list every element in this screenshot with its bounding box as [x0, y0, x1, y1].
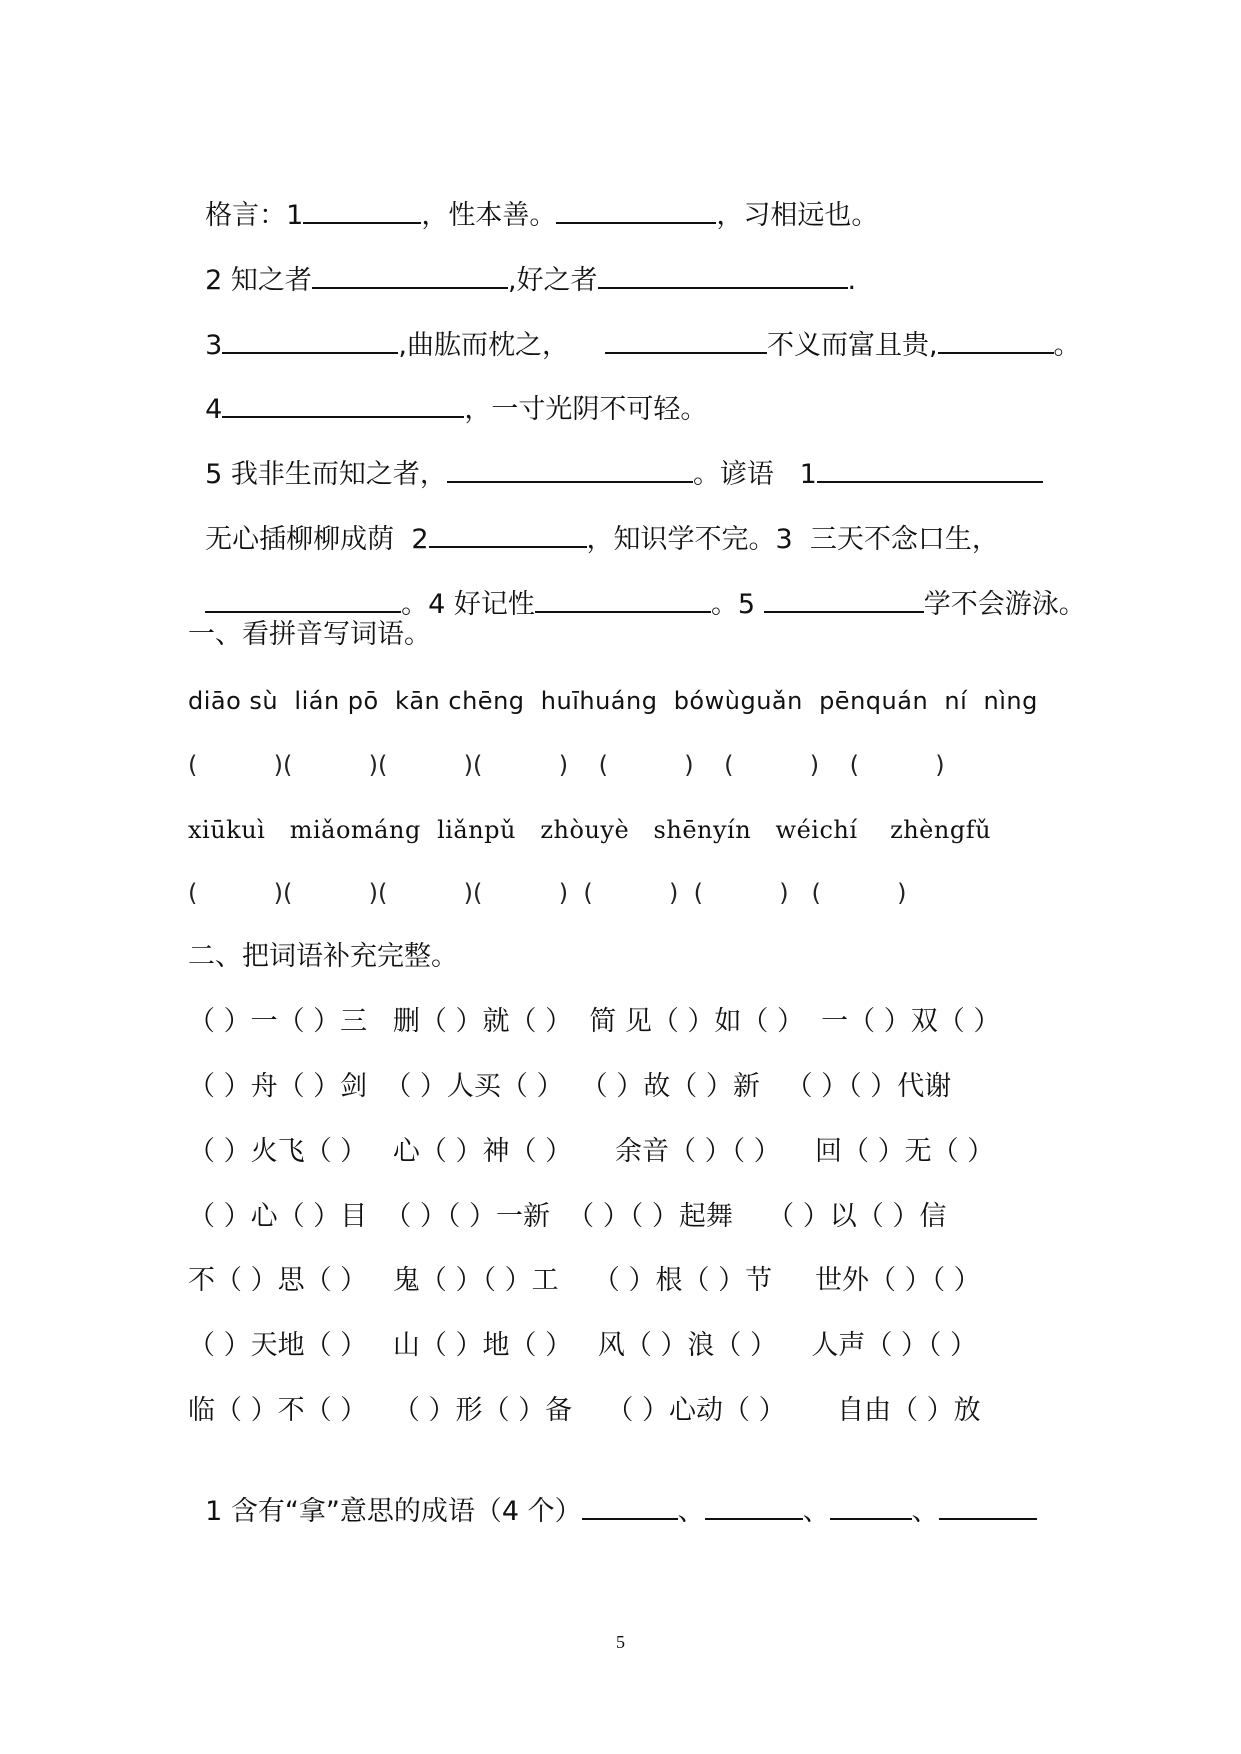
saying-7-mid: 。4 好记性 [401, 589, 535, 620]
proverb-3-mid2: 不义而富且贵, [766, 330, 938, 361]
blank[interactable] [205, 587, 401, 613]
saying-6-end: ，知识学不完。3 三天不念口生， [586, 524, 999, 555]
separator: 、 [911, 1496, 939, 1527]
blank[interactable] [447, 457, 693, 483]
answer-parens-row-1[interactable]: ( )( )( )( ) ( ) ( ) ( ) [188, 751, 945, 779]
saying-7-end: 学不会游泳。 [923, 589, 1086, 620]
blank[interactable] [705, 1494, 803, 1520]
idiom-row[interactable]: （ ）天地（ ） 山（ ）地（ ） 风（ ）浪（ ） 人声（ ）（ ） [188, 1330, 977, 1361]
blank[interactable] [556, 198, 716, 224]
blank[interactable] [938, 328, 1054, 354]
idiom-row[interactable]: （ ）火飞（ ） 心（ ）神（ ） 余音（ ）（ ） 回（ ）无（ ） [188, 1136, 995, 1167]
proverb-line-1 [188, 164, 878, 233]
proverb-1-prefix: 格言：1 [205, 200, 304, 231]
blank[interactable] [939, 1494, 1037, 1520]
section-1-title: 一、看拼音写词语。 [188, 619, 431, 650]
proverb-3-mid: ,曲肱而枕之， [398, 330, 569, 361]
proverb-2-prefix: 2 知之者 [205, 265, 312, 296]
proverb-4-prefix: 4 [205, 394, 223, 425]
answer-parens-row-2[interactable]: ( )( )( )( ) ( ) ( ) ( ) [188, 879, 907, 907]
saying-7-mid2: 。5 [710, 589, 764, 620]
blank[interactable] [303, 198, 421, 224]
separator: 、 [802, 1496, 830, 1527]
proverb-2-mid: ,好之者 [507, 265, 598, 296]
blank[interactable] [222, 392, 464, 418]
section-2-title: 二、把词语补充完整。 [188, 941, 458, 972]
proverb-1-mid: ，性本善。 [421, 200, 557, 231]
pinyin-row-1: diāo sù lián pō kān chēng huīhuáng bówùguǎn pēnquán ní nìng [188, 687, 1038, 715]
proverb-3-end: 。 [1053, 330, 1081, 361]
separator: 、 [677, 1496, 705, 1527]
saying-6-prefix: 无心插柳柳成荫 2 [205, 524, 429, 555]
page-number: 5 [616, 1632, 625, 1652]
idiom-row[interactable]: 不（ ）思（ ） 鬼（ ）（ ）工 （ ）根（ ）节 世外（ ）（ ） [188, 1265, 981, 1296]
saying-line-6 [188, 488, 999, 557]
saying-line-7 [188, 553, 1086, 622]
blank[interactable] [830, 1494, 912, 1520]
pinyin-row-2: xiūkuì miǎománg liǎnpǔ zhòuyè shēnyín wéichí zhèngfǔ [188, 816, 992, 844]
blank[interactable] [598, 263, 848, 289]
proverb-4-end: ，一寸光阴不可轻。 [464, 394, 708, 425]
idiom-row[interactable]: （ ）一（ ）三 删（ ）就（ ） 简 见（ ）如（ ） 一（ ）双（ ） [188, 1006, 1001, 1037]
proverb-line-4 [188, 358, 707, 427]
proverb-1-end: ，习相远也。 [716, 200, 879, 231]
proverb-line-3 [188, 294, 1081, 363]
proverb-line-2 [188, 229, 856, 298]
idiom-question-text: 1 含有“拿”意思的成语（4 个） [205, 1496, 582, 1527]
proverb-5-prefix: 5 我非生而知之者， [205, 459, 447, 490]
proverb-5-mid: 。谚语 1 [692, 459, 817, 490]
idiom-question [188, 1460, 1037, 1529]
blank[interactable] [535, 587, 711, 613]
idiom-row[interactable]: 临（ ）不（ ） （ ）形（ ）备 （ ）心动（ ） 自由（ ）放 [188, 1395, 981, 1426]
proverb-2-end: . [847, 265, 857, 296]
blank[interactable] [582, 1494, 678, 1520]
idiom-row[interactable]: （ ）心（ ）目 （ ）（ ）一新 （ ）（ ）起舞 （ ）以（ ）信 [188, 1201, 947, 1232]
blank[interactable] [429, 522, 587, 548]
idiom-row[interactable]: （ ）舟（ ）剑 （ ）人买（ ） （ ）故（ ）新 （ ）（ ）代谢 [188, 1071, 952, 1102]
proverb-3-prefix: 3 [205, 330, 223, 361]
blank[interactable] [605, 328, 767, 354]
proverb-line-5 [188, 423, 1043, 492]
blank[interactable] [222, 328, 398, 354]
blank[interactable] [312, 263, 508, 289]
blank[interactable] [817, 457, 1043, 483]
blank[interactable] [764, 587, 924, 613]
